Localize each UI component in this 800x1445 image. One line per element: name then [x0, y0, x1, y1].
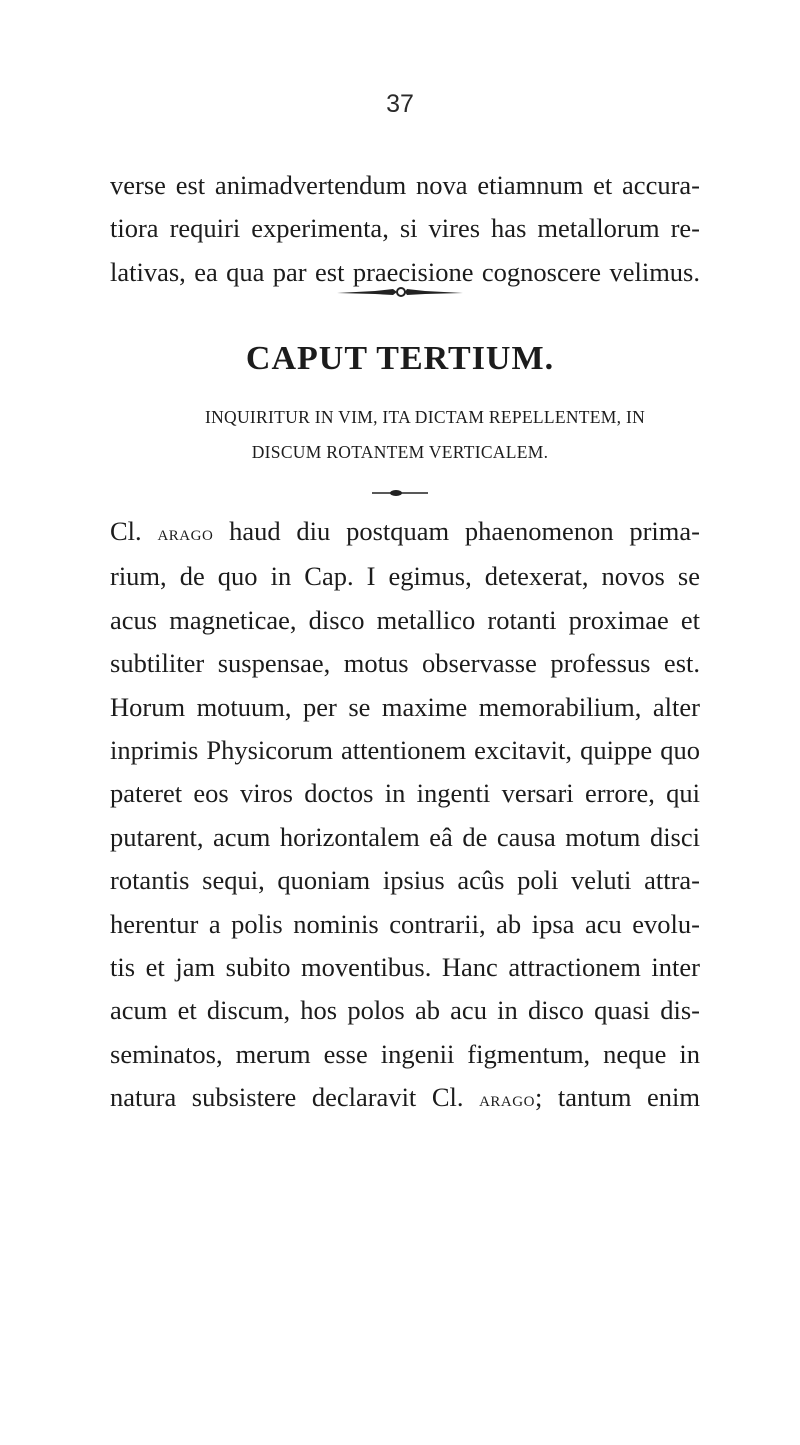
- main-paragraph: [110, 510, 700, 1122]
- text-line: natura subsistere declaravit Cl. arago; tantum enim: [110, 1082, 701, 1113]
- text-line: rotantis sequi, quoniam ipsius acûs poli veluti attra-: [110, 865, 700, 896]
- text-line: subtiliter suspensae, motus observasse professus est.: [110, 648, 700, 679]
- text-line: seminatos, merum esse ingenii figmentum, neque in: [110, 1038, 700, 1069]
- text-line: inprimis Physicorum attentionem excitavit, quippe quo: [110, 735, 700, 766]
- text-line: lativas, ea qua par est praecisione cognoscere velimus.: [110, 256, 700, 287]
- intro-paragraph: [110, 164, 700, 294]
- text-line: pateret eos viros doctos in ingenti versari errore, qui: [110, 778, 700, 809]
- text-line: tis et jam subito moventibus. Hanc attractionem inter: [110, 952, 700, 983]
- page-number: 37: [386, 90, 414, 118]
- chapter-title: CAPUT TERTIUM.: [245, 340, 555, 377]
- text-line: acum et discum, hos polos ab acu in disco quasi dis-: [110, 995, 700, 1026]
- chapter-subtitle-line: DISCUM ROTANTEM VERTICALEM.: [251, 442, 549, 462]
- author-name: arago: [479, 1087, 535, 1112]
- text-line: verse est animadvertendum nova etiamnum et accura-: [110, 170, 700, 200]
- text-line: acus magneticae, disco metallico rotanti proximae et: [110, 604, 700, 635]
- text-line: putarent, acum horizontalem eâ de causa motum disci: [110, 821, 700, 852]
- text-line: Cl. arago haud diu postquam phaenomenon prima-: [110, 516, 700, 546]
- author-name: arago: [157, 521, 214, 545]
- ornamental-rule-icon: [335, 283, 465, 301]
- text-line: rium, de quo in Cap. I egimus, detexerat, novos se: [110, 561, 700, 592]
- text-line: herentur a polis nominis contrarii, ab ipsa acu evolu-: [110, 908, 700, 939]
- small-ornament-icon: [370, 487, 430, 499]
- text-line: Horum motuum, per se maxime memorabilium, alter: [110, 691, 700, 722]
- chapter-subtitle-line: INQUIRITUR IN VIM, ITA DICTAM REPELLENTEM, IN: [204, 407, 646, 427]
- text-line: tiora requiri experimenta, si vires has metallorum re-: [110, 213, 700, 244]
